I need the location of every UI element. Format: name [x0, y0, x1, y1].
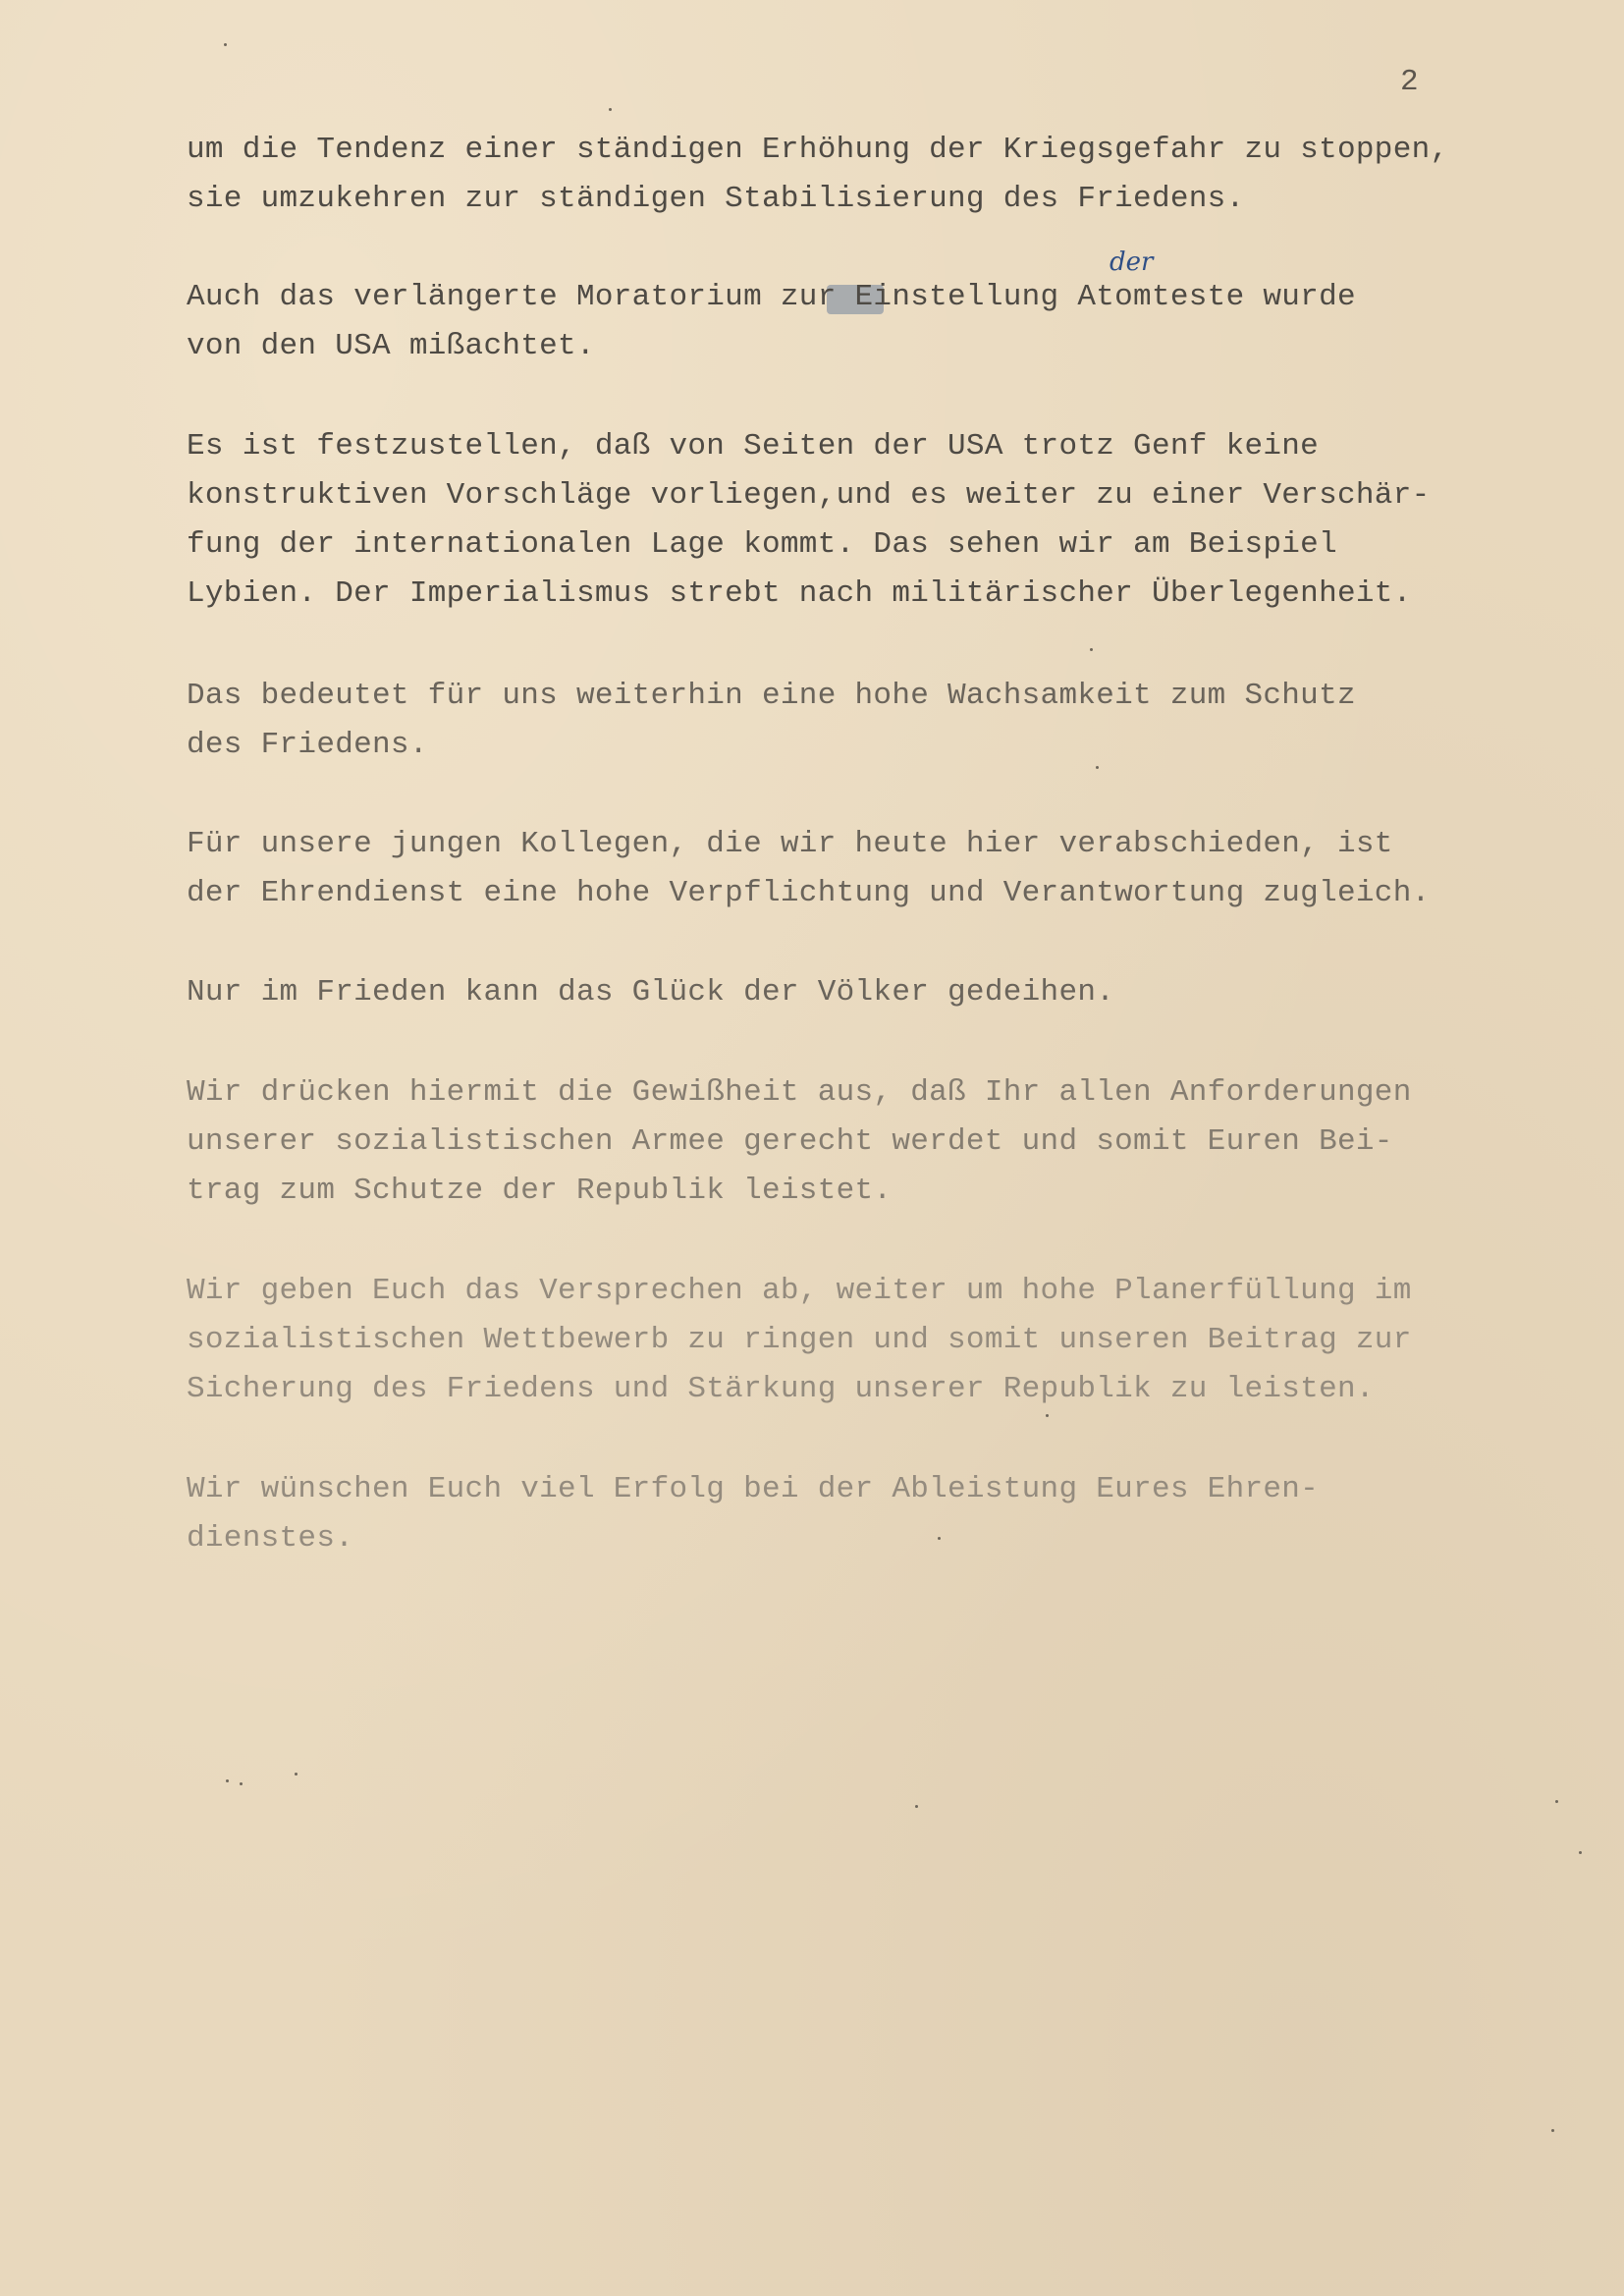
page-number: 2	[1400, 65, 1419, 99]
text-line: Das bedeutet für uns weiterhin eine hohe Wachsamkeit zum Schutz	[187, 679, 1356, 713]
text-line: von den USA mißachtet.	[187, 329, 595, 363]
paper-speck	[1090, 648, 1093, 651]
paper-speck	[1551, 2129, 1554, 2132]
text-line: Es ist festzustellen, daß von Seiten der USA trotz Genf keine	[187, 429, 1320, 464]
text-line: sozialistischen Wettbewerb zu ringen und somit unseren Beitrag zur	[187, 1323, 1412, 1357]
text-line: Lybien. Der Imperialismus strebt nach militärischer Überlegenheit.	[187, 576, 1412, 611]
text-line: Auch das verlängerte Moratorium zur Einstellung Atomteste wurde	[187, 280, 1356, 314]
paragraph-3	[187, 422, 1581, 619]
paragraph-7	[187, 1068, 1581, 1216]
handwritten-insert: der	[1110, 247, 1154, 277]
text-line: unserer sozialistischen Armee gerecht werdet und somit Euren Bei-	[187, 1124, 1393, 1159]
paper-speck	[224, 43, 227, 46]
paragraph-5	[187, 820, 1581, 918]
text-line: dienstes.	[187, 1521, 354, 1556]
paper-speck	[240, 1782, 243, 1785]
paper-speck	[915, 1805, 918, 1808]
text-line: sie umzukehren zur ständigen Stabilisierung des Friedens.	[187, 182, 1245, 216]
text-line: Wir geben Euch das Versprechen ab, weiter um hohe Planerfüllung im	[187, 1274, 1412, 1308]
text-line: Wir drücken hiermit die Gewißheit aus, daß Ihr allen Anforderungen	[187, 1075, 1412, 1110]
paper-speck	[609, 108, 612, 111]
text-line: um die Tendenz einer ständigen Erhöhung der Kriegsgefahr zu stoppen,	[187, 133, 1449, 167]
paper-speck	[295, 1773, 298, 1776]
paper-speck	[226, 1779, 229, 1782]
text-line: Wir wünschen Euch viel Erfolg bei der Ableistung Eures Ehren-	[187, 1472, 1320, 1506]
paragraph-1	[187, 126, 1581, 224]
paper-speck	[938, 1537, 941, 1540]
paragraph-6	[187, 968, 1581, 1017]
paper-speck	[1555, 1800, 1558, 1803]
text-line: Nur im Frieden kann das Glück der Völker gedeihen.	[187, 975, 1115, 1010]
text-line: trag zum Schutze der Republik leistet.	[187, 1174, 893, 1208]
text-line: Für unsere jungen Kollegen, die wir heute hier verabschieden, ist	[187, 827, 1393, 861]
paper-speck	[1579, 1851, 1582, 1854]
paragraph-9	[187, 1465, 1581, 1563]
paper-speck	[1096, 766, 1099, 769]
text-line: der Ehrendienst eine hohe Verpflichtung und Verantwortung zugleich.	[187, 876, 1431, 910]
paper-speck	[1046, 1414, 1049, 1417]
paragraph-8	[187, 1267, 1581, 1414]
text-line: des Friedens.	[187, 728, 428, 762]
text-line: Sicherung des Friedens und Stärkung unserer Republik zu leisten.	[187, 1372, 1375, 1406]
paragraph-4	[187, 672, 1581, 770]
paragraph-2	[187, 273, 1581, 371]
text-line: fung der internationalen Lage kommt. Das sehen wir am Beispiel	[187, 527, 1337, 562]
text-line: konstruktiven Vorschläge vorliegen,und es weiter zu einer Verschär-	[187, 478, 1431, 513]
